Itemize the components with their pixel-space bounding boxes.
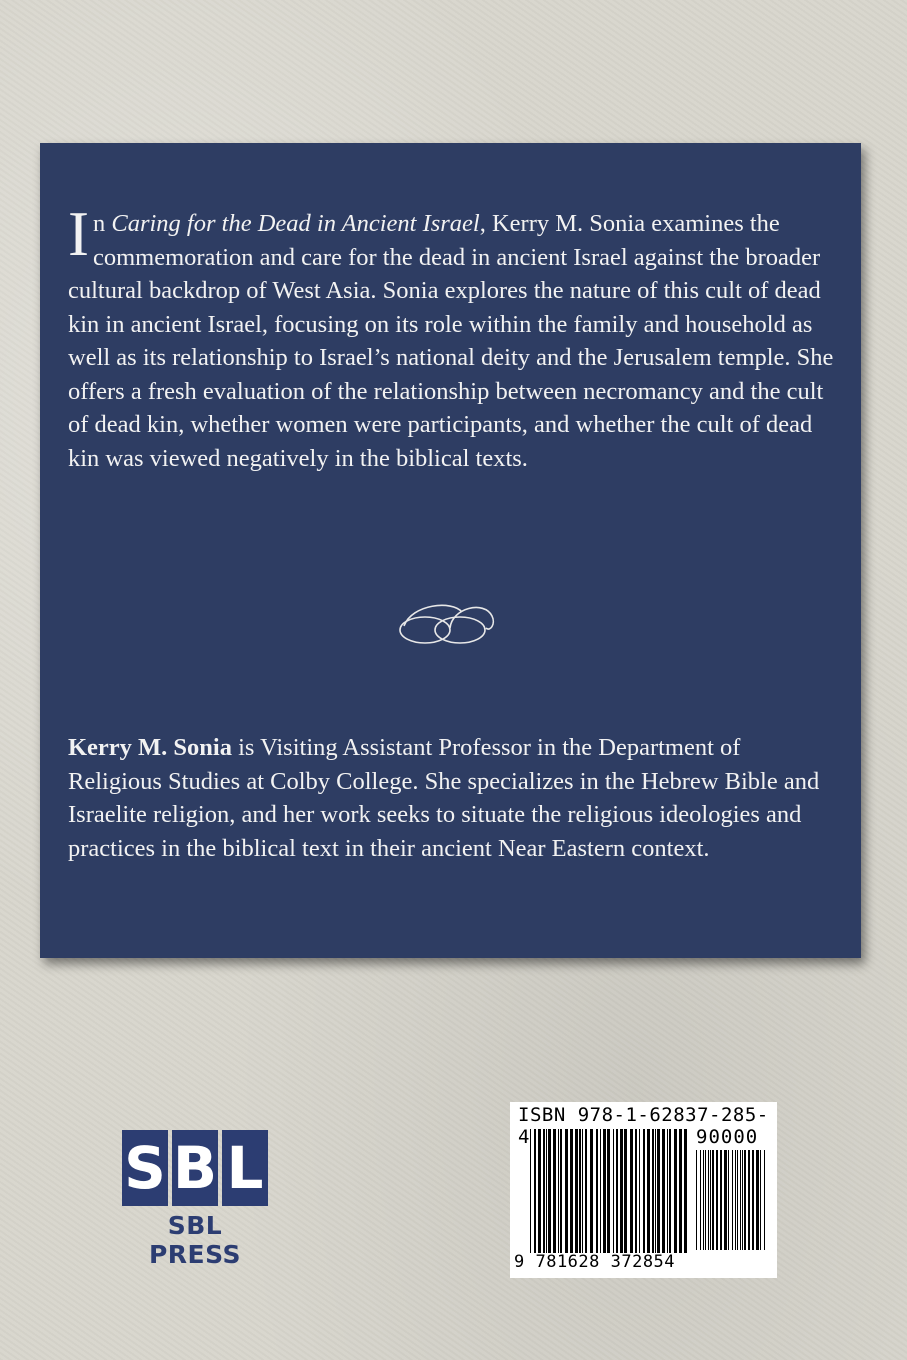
barcode-bar	[740, 1150, 741, 1250]
barcode-bar	[558, 1129, 559, 1253]
flourish-ornament-icon	[392, 598, 502, 648]
barcode-bar	[585, 1129, 587, 1253]
barcode-bar	[582, 1129, 583, 1253]
barcode-bar	[728, 1150, 729, 1250]
barcode-bar	[616, 1129, 618, 1253]
barcode-bar	[705, 1150, 706, 1250]
barcode-bar	[534, 1129, 536, 1253]
barcode-bar	[684, 1129, 687, 1253]
barcode-bar	[756, 1150, 759, 1250]
ean-number: 9 781628 372854	[514, 1252, 676, 1272]
ean-barcode-bars	[530, 1129, 688, 1253]
drop-cap: I	[68, 199, 89, 269]
barcode-bar	[764, 1150, 765, 1250]
barcode-bar	[735, 1150, 736, 1250]
author-name: Kerry M. Sonia	[68, 734, 232, 761]
barcode-bar	[703, 1150, 704, 1250]
barcode-bar	[744, 1150, 746, 1250]
logo-letter-b: B	[172, 1134, 218, 1202]
barcode-bar	[708, 1150, 709, 1250]
barcode-bar	[596, 1129, 598, 1253]
barcode-bar	[620, 1129, 623, 1253]
barcode-bar	[748, 1150, 750, 1250]
barcode-bar	[570, 1129, 573, 1253]
barcode-bar	[565, 1129, 568, 1253]
book-description	[68, 199, 838, 475]
barcode-bar	[752, 1150, 754, 1250]
sbl-press-logo	[120, 1130, 270, 1269]
barcode-bar	[679, 1129, 682, 1253]
author-bio-text: is Visiting Assistant Professor in the Department of Religious Studies at Colby College. She specializes in the Hebrew Bible and Israelite religion, and her work seeks to situate the religious ideologies and practices in the biblical text in their ancient Near Eastern context.	[68, 734, 820, 862]
barcode-bar	[760, 1150, 761, 1250]
publisher-name: SBL PRESS	[148, 1211, 242, 1269]
description-lead: n	[92, 210, 112, 237]
barcode-bar	[630, 1129, 633, 1253]
barcode-bar	[712, 1150, 714, 1250]
barcode-bar	[696, 1150, 697, 1250]
isbn-barcode	[510, 1102, 777, 1278]
barcode-bar	[716, 1150, 718, 1250]
author-bio	[68, 731, 838, 865]
barcode-bar	[700, 1150, 701, 1250]
barcode-bar	[662, 1129, 665, 1253]
barcode-bar	[538, 1129, 541, 1253]
barcode-bar	[742, 1150, 743, 1250]
barcode-bar	[655, 1129, 656, 1253]
barcode-bar	[590, 1129, 593, 1253]
barcode-bar	[647, 1129, 650, 1253]
addon-number: 90000	[696, 1126, 759, 1148]
barcode-bar	[603, 1129, 606, 1253]
back-cover-panel	[40, 143, 861, 958]
barcode-bar	[639, 1129, 640, 1253]
barcode-bar	[643, 1129, 645, 1253]
barcode-bar	[530, 1129, 531, 1253]
barcode-bar	[575, 1129, 578, 1253]
barcode-bar	[674, 1129, 677, 1253]
barcode-bar	[737, 1150, 738, 1250]
logo-letter-l: L	[226, 1134, 264, 1202]
barcode-bar	[724, 1150, 727, 1250]
barcode-bar	[548, 1129, 551, 1253]
description-body: , Kerry M. Sonia examines the commemoration and care for the dead in ancient Israel against the broader cultural backdrop of West Asia. Sonia explores the nature of this cult of dead kin in ancient Israel, focusing on its role within the family and household as well as its relationship to Israel’s national deity and the Jerusalem temple. She offers a fresh evaluation of the relationship between necromancy and the cult of dead kin, whether women were participants, and whether the cult of dead kin was viewed negatively in the biblical texts.	[68, 210, 834, 472]
barcode-bar	[600, 1129, 601, 1253]
barcode-bar	[669, 1129, 671, 1253]
barcode-bar	[732, 1150, 733, 1250]
barcode-bar	[579, 1129, 581, 1253]
barcode-bar	[613, 1129, 614, 1253]
barcode-bar	[710, 1150, 711, 1250]
barcode-bar	[652, 1129, 654, 1253]
barcode-bar	[553, 1129, 556, 1253]
barcode-bar	[635, 1129, 637, 1253]
addon-barcode-bars	[696, 1150, 768, 1270]
barcode-bar	[546, 1129, 547, 1253]
barcode-bar	[667, 1129, 668, 1253]
logo-letter-s: S	[124, 1134, 166, 1202]
barcode-bar	[720, 1150, 722, 1250]
barcode-bar	[543, 1129, 545, 1253]
barcode-bar	[607, 1129, 610, 1253]
book-title: Caring for the Dead in Ancient Israel	[111, 210, 480, 237]
isbn-text: ISBN 978-1-62837-285-4	[518, 1104, 769, 1148]
barcode-bar	[560, 1129, 562, 1253]
barcode-bar	[657, 1129, 660, 1253]
barcode-bar	[624, 1129, 627, 1253]
